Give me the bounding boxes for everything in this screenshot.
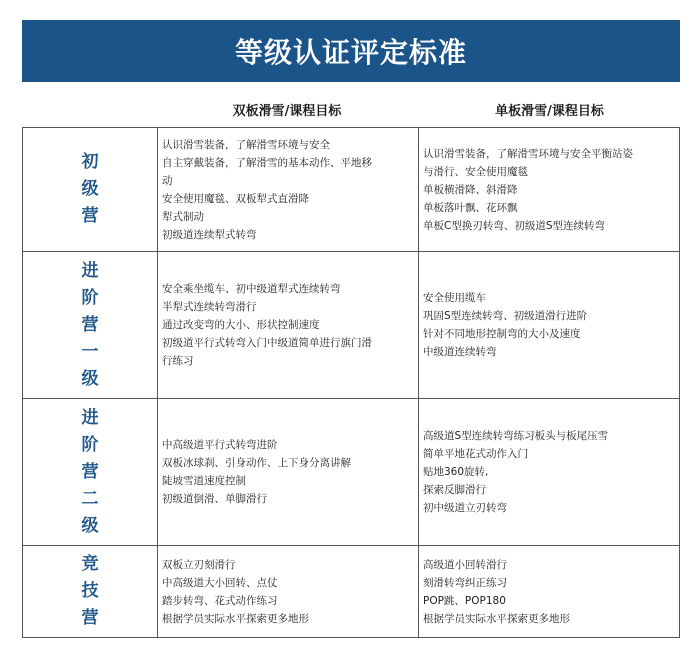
level-name: 竞技营: [81, 554, 99, 628]
goal-line: 陡坡雪道速度控制: [162, 475, 246, 487]
goal-line: 高级道小回转滑行: [423, 558, 507, 571]
goal-line: 动: [162, 174, 173, 187]
level-cell: [23, 128, 158, 252]
goal-line: 根据学员实际水平探索更多地形: [162, 612, 309, 625]
goal-line: 安全乘坐缆车、初中级道犁式连续转弯: [162, 283, 341, 295]
goal-line: 初级道连续犁式转弯: [162, 228, 257, 241]
goal-line: 安全使用缆车: [423, 292, 486, 304]
goal-line: 初级道倒滑、单脚滑行: [162, 493, 267, 505]
table-row: [23, 399, 680, 546]
goal-line: 半犁式连续转弯滑行: [162, 301, 257, 313]
double-board-goals-cell: [158, 252, 419, 399]
goal-line: 根据学员实际水平探索更多地形: [423, 612, 570, 625]
single-board-goals-cell: [419, 128, 680, 252]
goal-line: 双板立刃刻滑行: [162, 558, 236, 571]
goal-line: 简单平地花式动作入门: [423, 448, 528, 460]
double-board-goals-cell: [158, 399, 419, 546]
goal-line: 巩固S型连续转弯、初级道滑行进阶: [423, 310, 588, 322]
goal-line: 通过改变弯的大小、形状控制速度: [162, 319, 320, 331]
goal-line: POP跳、POP180: [423, 594, 506, 607]
double-board-goals-cell: [158, 128, 419, 252]
goal-line: 双板冰球刹、引身动作、上下身分离讲解: [162, 457, 351, 469]
level-name: 进阶营一级: [81, 260, 99, 389]
goal-line: 探索反脚滑行: [423, 484, 486, 496]
goal-line: 认识滑雪装备，了解滑雪环境与安全: [162, 138, 330, 151]
table-row: [23, 128, 680, 252]
single-board-goals-cell: [419, 546, 680, 638]
goal-line: 踏步转弯、花式动作练习: [162, 594, 278, 607]
single-board-goals-cell: [419, 399, 680, 546]
level-name: 进阶营二级: [81, 407, 99, 536]
double-board-goals-cell: [158, 546, 419, 638]
goal-line: 自主穿戴装备，了解滑雪的基本动作、平地移: [162, 156, 372, 169]
goal-line: 中级道连续转弯: [423, 346, 497, 358]
goal-line: 刻滑转弯纠正练习: [423, 576, 507, 589]
goal-line: 单板落叶飘、花环飘: [423, 201, 518, 214]
column-header-single-board: 单板滑雪/课程目标: [495, 104, 604, 119]
level-name: 初级营: [81, 152, 99, 226]
goal-line: 针对不同地形控制弯的大小及速度: [423, 328, 581, 340]
goal-line: 安全使用魔毯、双板犁式直滑降: [162, 192, 309, 205]
goal-line: 行练习: [162, 355, 194, 367]
level-cell: [23, 399, 158, 546]
table-row: [23, 546, 680, 638]
column-header-double-board: 双板滑雪/课程目标: [232, 104, 342, 119]
level-cell: [23, 252, 158, 399]
goal-line: 初中级道立刃转弯: [423, 502, 507, 514]
table-row: [23, 252, 680, 399]
goal-line: 犁式制动: [162, 210, 204, 223]
goal-line: 贴地360旋转,: [423, 466, 489, 478]
goal-line: 与滑行、安全使用魔毯: [423, 165, 528, 178]
page-title: 等级认证评定标准: [234, 36, 467, 69]
title-banner: [22, 20, 680, 82]
goal-line: 单板横滑降、斜滑降: [423, 183, 518, 196]
goal-line: 中高级道平行式转弯进阶: [162, 439, 278, 451]
goal-line: 高级道S型连续转弯练习板头与板尾压雪: [423, 430, 609, 442]
goal-line: 单板C型换刃转弯、初级道S型连续转弯: [423, 219, 605, 232]
level-cell: [23, 546, 158, 638]
goal-line: 中高级道大小回转、点仗: [162, 576, 278, 589]
single-board-goals-cell: [419, 252, 680, 399]
goal-line: 初级道平行式转弯入门中级道简单进行旗门滑: [162, 337, 372, 349]
standards-table: [22, 127, 680, 638]
goal-line: 认识滑雪装备，了解滑雪环境与安全平衡站姿: [423, 147, 633, 160]
